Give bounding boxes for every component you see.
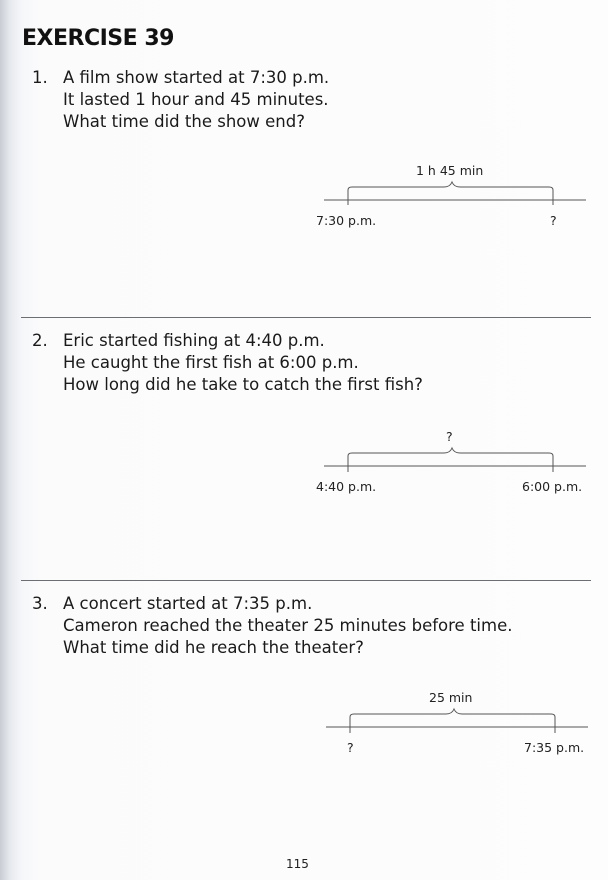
timeline-diagram-1 [316,160,594,235]
start-label: 7:30 p.m. [316,213,377,228]
brace-icon [348,448,553,461]
brace-label: ? [446,429,453,444]
question-text: A concert started at 7:35 p.m. Cameron reached the theater 25 minutes before time. What time did he reach the theater? [63,594,513,657]
brace-icon [350,709,555,722]
end-label: ? [550,213,557,228]
brace-label: 25 min [429,690,473,705]
question-number: 3. [32,594,48,613]
section-divider [21,580,591,581]
section-divider [21,317,591,318]
end-label: 6:00 p.m. [522,479,583,494]
page-number: 115 [286,857,309,871]
brace-label: 1 h 45 min [416,163,484,178]
start-label: ? [347,740,354,755]
question-number: 2. [32,331,48,350]
question-text: Eric started fishing at 4:40 p.m. He caught the first fish at 6:00 p.m. How long did he take to catch the first fish? [63,331,423,394]
start-label: 4:40 p.m. [316,479,377,494]
timeline-diagram-2 [316,426,594,501]
question-text: A film show started at 7:30 p.m. It lasted 1 hour and 45 minutes. What time did the show end? [63,68,330,131]
brace-icon [348,182,553,195]
question-number: 1. [32,68,48,87]
end-label: 7:35 p.m. [524,740,585,755]
timeline-diagram-3 [326,687,596,762]
exercise-title: EXERCISE 39 [22,26,174,51]
